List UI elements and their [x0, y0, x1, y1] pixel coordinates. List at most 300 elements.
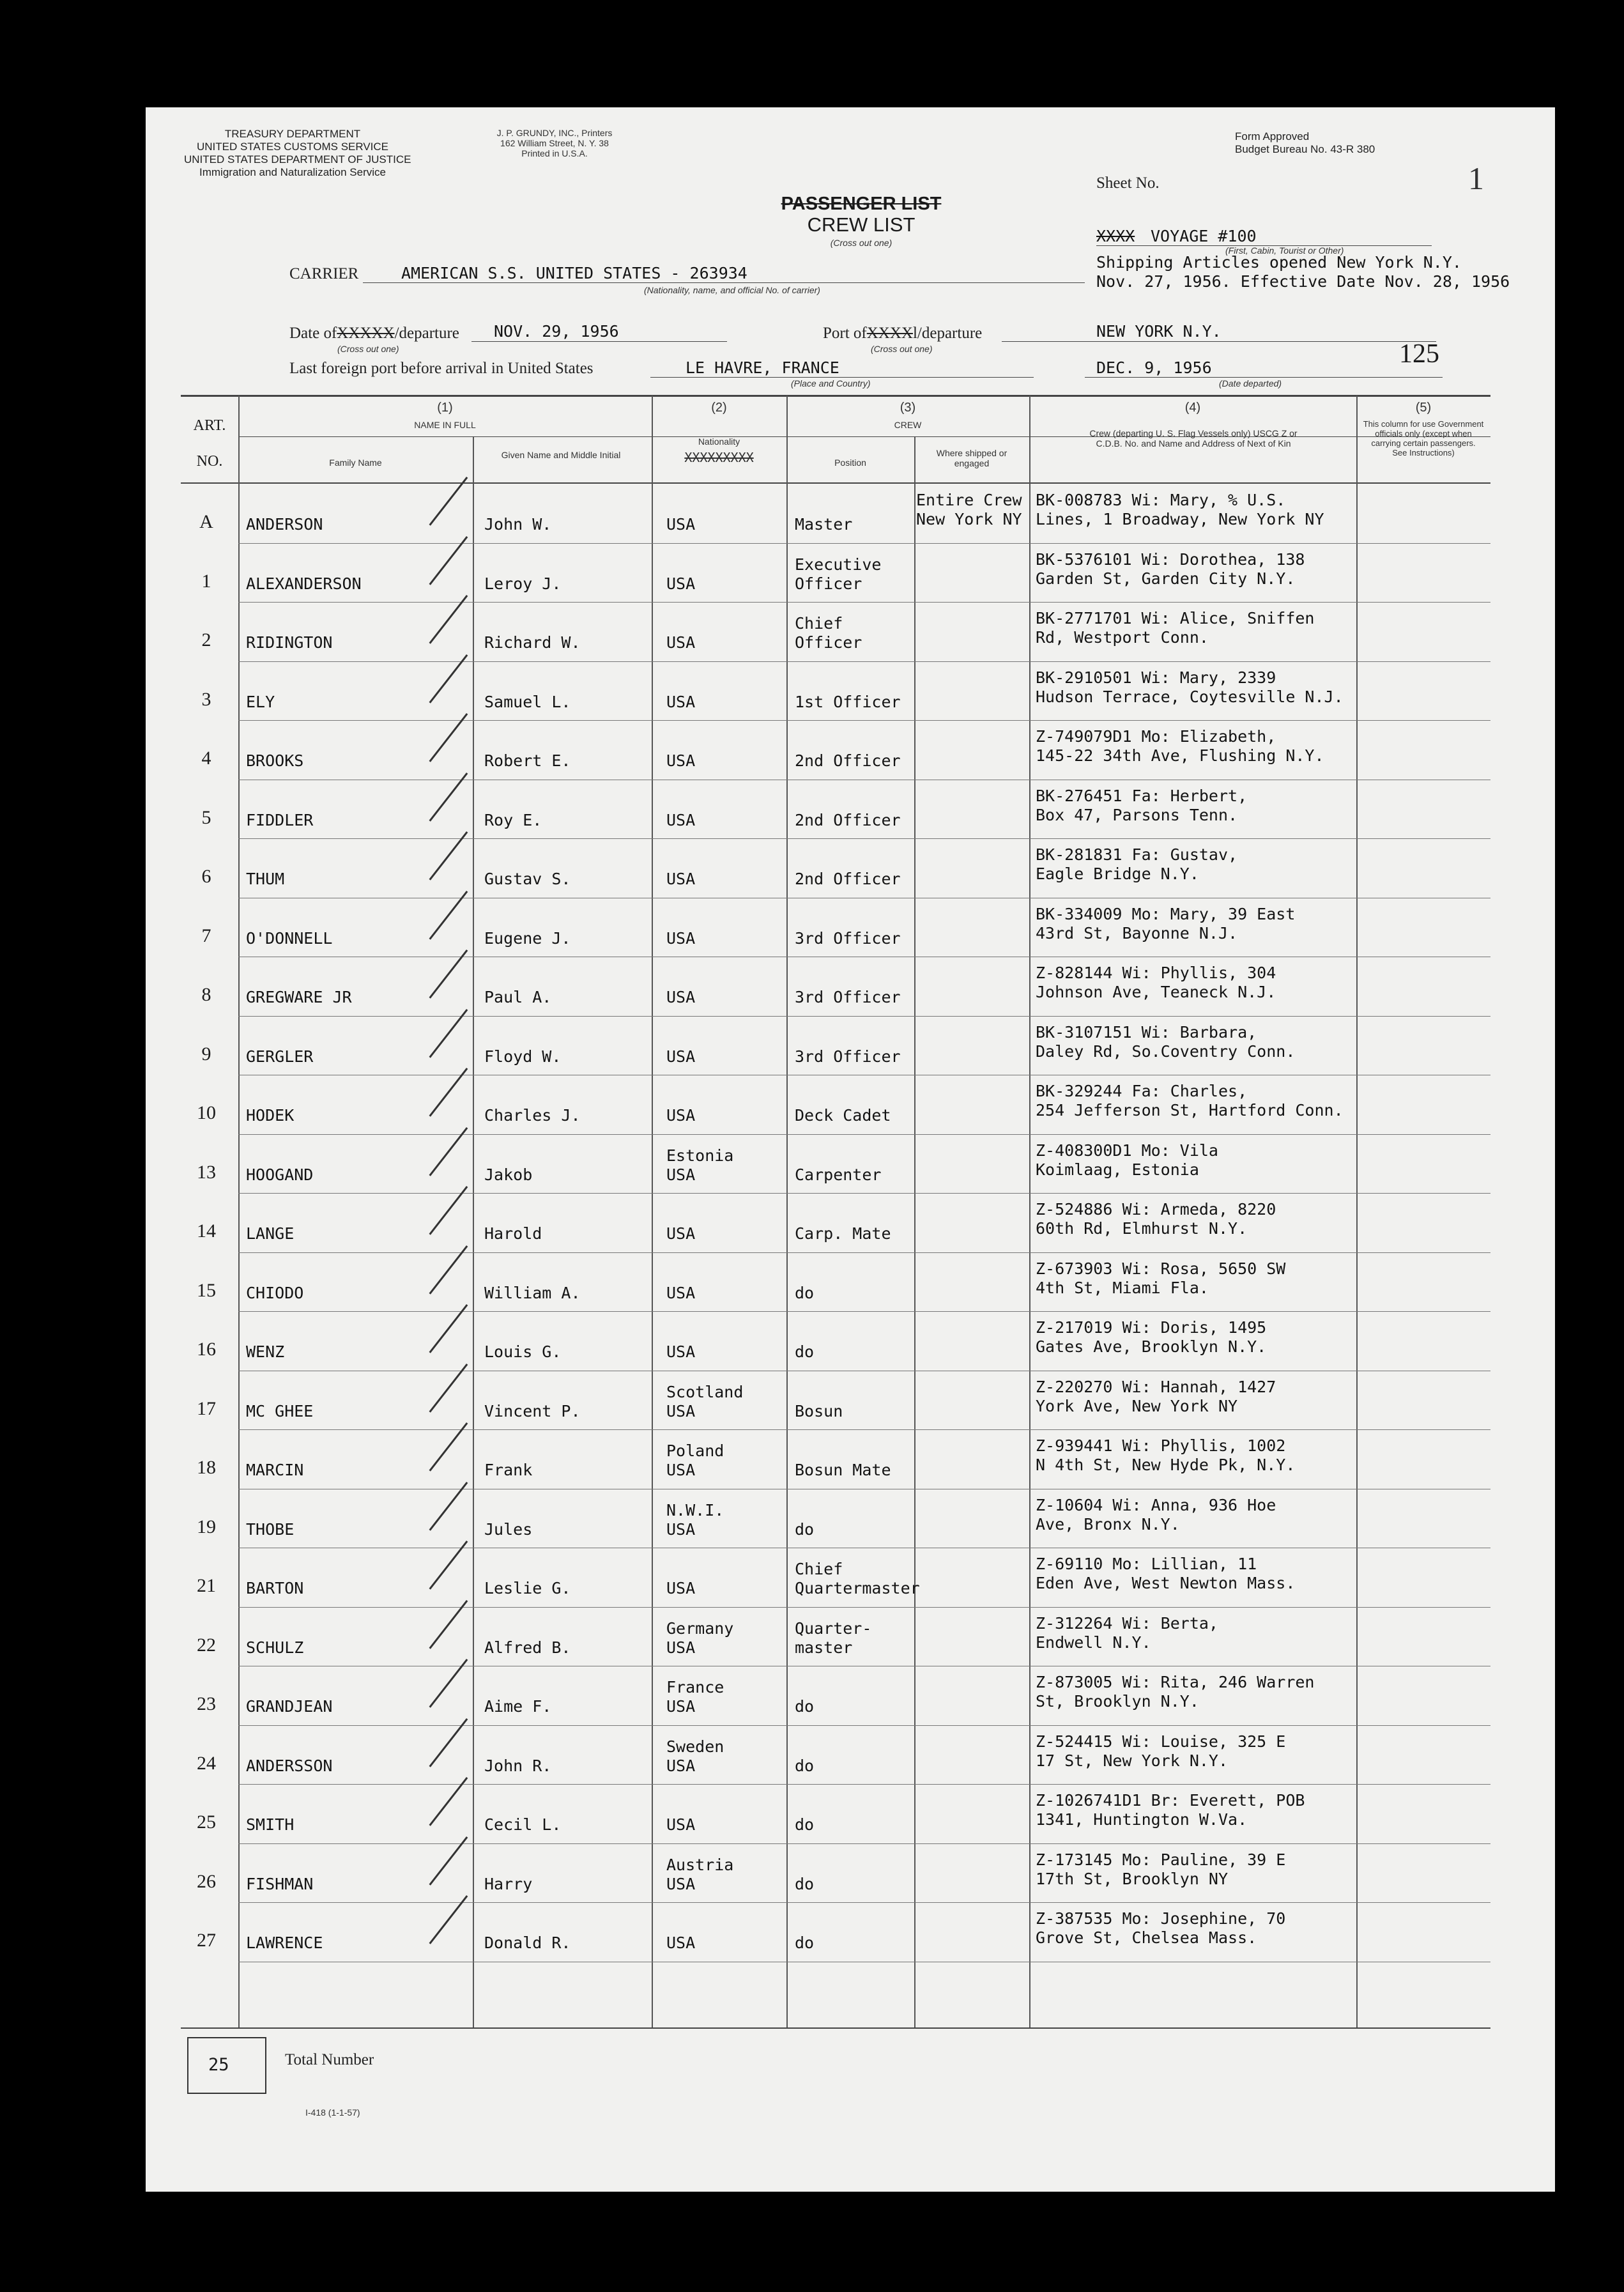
agency-line: UNITED STATES CUSTOMS SERVICE	[196, 141, 389, 153]
given-name: Floyd W.	[484, 1047, 562, 1066]
voyage-number: VOYAGE #100	[1151, 227, 1257, 245]
family-name: BARTON	[246, 1579, 304, 1597]
check-mark	[429, 477, 468, 526]
nationality: Austria	[666, 1855, 734, 1874]
nationality: USA	[666, 1815, 696, 1834]
port-underline	[1002, 341, 1436, 342]
next-of-kin: BK-276451 Fa: Herbert,	[1036, 786, 1248, 805]
family-name: HOOGAND	[246, 1165, 314, 1184]
nationality: USA	[666, 1519, 696, 1539]
family-name: SCHULZ	[246, 1638, 304, 1657]
family-name-header: Family Name	[329, 458, 382, 468]
next-of-kin: Z-673903 Wi: Rosa, 5650 SW	[1036, 1259, 1286, 1278]
nationality: USA	[666, 1697, 696, 1716]
next-of-kin: 254 Jefferson St, Hartford Conn.	[1036, 1101, 1344, 1119]
position: do	[795, 1283, 815, 1302]
nationality: Scotland	[666, 1382, 744, 1401]
shipping-articles-line: Shipping Articles opened New York N.Y.	[1096, 253, 1462, 272]
nationality: USA	[666, 751, 696, 770]
given-name: Richard W.	[484, 633, 581, 652]
next-of-kin: St, Brooklyn N.Y.	[1036, 1692, 1199, 1711]
next-of-kin: BK-3107151 Wi: Barbara,	[1036, 1022, 1257, 1042]
printer-line: 162 William Street, N. Y. 38	[500, 138, 609, 148]
next-of-kin: Z-173145 Mo: Pauline, 39 E	[1036, 1850, 1286, 1869]
family-name: ANDERSSON	[246, 1756, 333, 1775]
table-row	[146, 1548, 1555, 1608]
last-port-underline	[650, 377, 1034, 378]
art-number: 14	[197, 1220, 216, 1242]
last-port-value: LE HAVRE, FRANCE	[686, 358, 839, 377]
check-mark	[429, 891, 468, 940]
table-row	[146, 1194, 1555, 1253]
date-departed-value: DEC. 9, 1956	[1096, 358, 1212, 377]
art-number: 6	[201, 866, 211, 887]
position: Carp. Mate	[795, 1224, 891, 1243]
next-of-kin: Z-873005 Wi: Rita, 246 Warren	[1036, 1673, 1315, 1691]
given-name: William A.	[484, 1283, 581, 1302]
next-of-kin: Endwell N.Y.	[1036, 1633, 1151, 1652]
next-of-kin: Z-1026741D1 Br: Everett, POB	[1036, 1791, 1305, 1810]
check-mark	[429, 1777, 468, 1826]
given-name: John W.	[484, 515, 552, 534]
next-of-kin: Z-408300D1 Mo: Vila	[1036, 1141, 1218, 1160]
given-name: Samuel L.	[484, 692, 571, 711]
given-name: Charles J.	[484, 1106, 581, 1125]
family-name: GRANDJEAN	[246, 1697, 333, 1716]
nationality: USA	[666, 810, 696, 829]
family-name: HODEK	[246, 1106, 295, 1125]
family-name: ALEXANDERSON	[246, 574, 362, 593]
check-mark	[429, 950, 468, 999]
given-name: Roy E.	[484, 810, 542, 829]
nationality: USA	[666, 692, 696, 711]
art-number: 15	[197, 1279, 216, 1301]
next-of-kin: BK-5376101 Wi: Dorothea, 138	[1036, 550, 1305, 569]
next-of-kin: BK-2771701 Wi: Alice, Sniffen	[1036, 609, 1315, 627]
table-row	[146, 1785, 1555, 1844]
art-number: 3	[201, 688, 211, 710]
where-shipped: New York NY	[916, 510, 1022, 528]
nationality: USA	[666, 1283, 696, 1302]
carrier-value: AMERICAN S.S. UNITED STATES - 263934	[401, 264, 747, 282]
port-label-pre: Port of	[823, 325, 867, 342]
table-row	[146, 1726, 1555, 1785]
given-name: Eugene J.	[484, 928, 571, 948]
art-number: A	[199, 511, 213, 532]
family-name: RIDINGTON	[246, 633, 333, 652]
col1-num: (1)	[437, 401, 453, 415]
art-number: 9	[201, 1043, 211, 1065]
art-number: 18	[197, 1457, 216, 1478]
col1-title: NAME IN FULL	[414, 420, 476, 430]
position: 2nd Officer	[795, 751, 901, 770]
sheet-label: Sheet No.	[1096, 174, 1160, 192]
check-mark	[429, 1304, 468, 1353]
next-of-kin: Eagle Bridge N.Y.	[1036, 865, 1199, 883]
col2-num: (2)	[711, 401, 727, 415]
date-label-post: /departure	[394, 325, 459, 342]
date-departed-note: (Date departed)	[1219, 378, 1282, 388]
family-name: CHIODO	[246, 1283, 304, 1302]
art-number: 25	[197, 1811, 216, 1833]
nationality: USA	[666, 870, 696, 888]
printer-line: Printed in U.S.A.	[521, 148, 588, 158]
art-number: 7	[201, 925, 211, 946]
given-name: Gustav S.	[484, 870, 571, 888]
next-of-kin: 17th St, Brooklyn NY	[1036, 1869, 1229, 1888]
nationality: USA	[666, 928, 696, 948]
art-number: 8	[201, 984, 211, 1005]
position: do	[795, 1934, 815, 1952]
nationality: USA	[666, 988, 696, 1006]
art-number: 26	[197, 1870, 216, 1892]
table-row	[146, 1430, 1555, 1489]
table-row	[146, 1017, 1555, 1076]
given-name: Jules	[484, 1519, 533, 1539]
position: 3rd Officer	[795, 988, 901, 1006]
art-number: 16	[197, 1339, 216, 1360]
art-number: 4	[201, 748, 211, 769]
family-name: MARCIN	[246, 1461, 304, 1479]
given-name: Jakob	[484, 1165, 533, 1184]
count-value: 125	[1399, 339, 1439, 369]
table-row	[146, 839, 1555, 898]
given-name: Harold	[484, 1224, 542, 1243]
given-name: Vincent P.	[484, 1401, 581, 1420]
nationality: USA	[666, 1224, 696, 1243]
nationality: USA	[666, 1401, 696, 1420]
form-code: I-418 (1-1-57)	[305, 2107, 360, 2118]
art-number: 23	[197, 1693, 216, 1714]
check-mark	[429, 831, 468, 881]
check-mark	[429, 1009, 468, 1058]
family-name: BROOKS	[246, 751, 304, 770]
printer-line: J. P. GRUNDY, INC., Printers	[496, 128, 613, 138]
next-of-kin: BK-2910501 Wi: Mary, 2339	[1036, 668, 1276, 687]
family-name: GREGWARE JR	[246, 988, 352, 1006]
check-mark	[429, 1718, 468, 1767]
given-name: Harry	[484, 1874, 533, 1893]
next-of-kin: 17 St, New York N.Y.	[1036, 1751, 1229, 1770]
agency-line: Immigration and Naturalization Service	[199, 166, 386, 178]
art-number: 22	[197, 1634, 216, 1656]
col5-title: This column for use Government officials only (except when carrying certain passengers. See Instructions)	[1363, 419, 1484, 458]
nationality: USA	[666, 1461, 696, 1479]
check-mark	[429, 1245, 468, 1295]
nationality: USA	[666, 1106, 696, 1125]
position-header: Position	[834, 458, 866, 468]
table-row	[146, 1312, 1555, 1371]
next-of-kin: Rd, Westport Conn.	[1036, 628, 1209, 647]
carrier-underline	[363, 282, 1085, 283]
nationality: USA	[666, 574, 696, 593]
nationality: Poland	[666, 1442, 724, 1460]
art-number: 10	[197, 1102, 216, 1123]
next-of-kin: 60th Rd, Elmhurst N.Y.	[1036, 1219, 1248, 1238]
nationality: USA	[666, 633, 696, 652]
position: do	[795, 1342, 815, 1361]
art-number: 27	[197, 1930, 216, 1951]
nationality: USA	[666, 1047, 696, 1066]
class-struck: XXXX	[1096, 227, 1135, 245]
given-name: Cecil L.	[484, 1815, 562, 1834]
next-of-kin: Ave, Bronx N.Y.	[1036, 1514, 1180, 1534]
form-approved-line: Form Approved	[1235, 130, 1310, 142]
nationality: Sweden	[666, 1737, 724, 1756]
where-shipped: Entire Crew	[916, 491, 1022, 509]
date-departed-underline	[1085, 377, 1443, 378]
nationality: USA	[666, 1165, 696, 1184]
position: Chief	[795, 614, 843, 633]
table-row	[146, 1489, 1555, 1549]
nationality: USA	[666, 1756, 696, 1775]
art-number: 2	[201, 629, 211, 650]
table-row	[146, 1371, 1555, 1431]
nationality: USA	[666, 1579, 696, 1597]
check-mark	[429, 1186, 468, 1235]
next-of-kin: BK-334009 Mo: Mary, 39 East	[1036, 904, 1296, 923]
col5-num: (5)	[1415, 401, 1432, 415]
shipping-articles-line: Nov. 27, 1956. Effective Date Nov. 28, 1956	[1096, 272, 1510, 291]
total-label: Total Number	[285, 2051, 374, 2068]
family-name: ANDERSON	[246, 515, 323, 534]
nationality-header: Nationality	[698, 436, 740, 447]
given-name: Leslie G.	[484, 1579, 571, 1597]
family-name: MC GHEE	[246, 1401, 314, 1420]
family-name: LAWRENCE	[246, 1934, 323, 1952]
form-approved-line: Budget Bureau No. 43-R 380	[1235, 143, 1375, 155]
position: do	[795, 1874, 815, 1893]
position: Officer	[795, 574, 862, 593]
next-of-kin: Daley Rd, So.Coventry Conn.	[1036, 1042, 1296, 1061]
position: master	[795, 1638, 853, 1657]
next-of-kin: Z-939441 Wi: Phyllis, 1002	[1036, 1436, 1286, 1455]
position: 3rd Officer	[795, 928, 901, 948]
next-of-kin: Z-387535 Mo: Josephine, 70	[1036, 1909, 1286, 1928]
next-of-kin: Z-524886 Wi: Armeda, 8220	[1036, 1200, 1276, 1219]
port-label	[823, 325, 982, 342]
given-name: Paul A.	[484, 988, 552, 1006]
family-name: O'DONNELL	[246, 928, 333, 948]
printer-block	[478, 128, 631, 158]
next-of-kin: York Ave, New York NY	[1036, 1396, 1238, 1415]
family-name: THOBE	[246, 1519, 295, 1539]
family-name: ELY	[246, 692, 275, 711]
art-number: 21	[197, 1575, 216, 1596]
table-bottom-border	[181, 2027, 1490, 2029]
nationality: USA	[666, 1874, 696, 1893]
port-value: NEW YORK N.Y.	[1096, 322, 1222, 341]
position: do	[795, 1697, 815, 1716]
passenger-list-struck: PASSENGER LIST	[781, 194, 942, 214]
next-of-kin: Z-10604 Wi: Anna, 936 Hoe	[1036, 1495, 1276, 1514]
date-label-pre: Date of	[289, 325, 337, 342]
col3-num: (3)	[900, 401, 916, 415]
given-name-header: Given Name and Middle Initial	[501, 450, 621, 460]
next-of-kin: Grove St, Chelsea Mass.	[1036, 1928, 1257, 1947]
given-name: Alfred B.	[484, 1638, 571, 1657]
next-of-kin: 145-22 34th Ave, Flushing N.Y.	[1036, 746, 1324, 765]
next-of-kin: 43rd St, Bayonne N.J.	[1036, 923, 1238, 942]
given-name: John R.	[484, 1756, 552, 1775]
port-label-struck: XXXX	[866, 325, 913, 342]
position: Quartermaster	[795, 1579, 920, 1597]
position: Executive	[795, 555, 882, 574]
given-name: Donald R.	[484, 1934, 571, 1952]
next-of-kin: 4th St, Miami Fla.	[1036, 1278, 1209, 1297]
position: Quarter-	[795, 1619, 872, 1638]
given-name: Leroy J.	[484, 574, 562, 593]
crew-header: CREW	[894, 420, 922, 430]
family-name: FISHMAN	[246, 1874, 314, 1893]
form-approved	[1235, 130, 1375, 156]
next-of-kin: Z-220270 Wi: Hannah, 1427	[1036, 1377, 1276, 1396]
art-label: ART.	[193, 417, 226, 434]
next-of-kin: Z-749079D1 Mo: Elizabeth,	[1036, 727, 1276, 746]
nationality: USA	[666, 1638, 696, 1657]
next-of-kin: Hudson Terrace, Coytesville N.J.	[1036, 687, 1344, 706]
next-of-kin: Z-828144 Wi: Phyllis, 304	[1036, 964, 1276, 982]
nationality: N.W.I.	[666, 1500, 724, 1519]
table-row	[146, 780, 1555, 840]
table-row	[146, 1666, 1555, 1726]
check-mark	[429, 1422, 468, 1472]
crew-list-title: CREW LIST	[807, 213, 915, 236]
cross-out-note: (Cross out one)	[830, 238, 892, 248]
col4-title: Crew (departing U. S. Flag Vessels only) USCG Z or C.D.B. No. and Name and Address of Next of Kin	[1089, 428, 1298, 449]
next-of-kin: Gates Ave, Brooklyn N.Y.	[1036, 1337, 1267, 1356]
next-of-kin: Z-217019 Wi: Doris, 1495	[1036, 1318, 1267, 1337]
given-name: Robert E.	[484, 751, 571, 770]
next-of-kin: 1341, Huntington W.Va.	[1036, 1810, 1248, 1829]
nationality: USA	[666, 515, 696, 534]
class-note: (First, Cabin, Tourist or Other)	[1225, 245, 1344, 256]
carrier-label: CARRIER	[289, 265, 359, 282]
position: Bosun	[795, 1401, 843, 1420]
next-of-kin: Johnson Ave, Teaneck N.J.	[1036, 983, 1276, 1001]
date-value: NOV. 29, 1956	[494, 322, 619, 341]
position: 2nd Officer	[795, 870, 901, 888]
place-country-note: (Place and Country)	[791, 378, 871, 388]
nationality: France	[666, 1678, 724, 1696]
nationality: Germany	[666, 1619, 734, 1638]
last-port-label: Last foreign port before arrival in United States	[289, 360, 594, 377]
art-number: 17	[197, 1397, 216, 1419]
check-mark	[429, 1482, 468, 1531]
agency-line: UNITED STATES DEPARTMENT OF JUSTICE	[184, 153, 411, 165]
check-mark	[429, 1659, 468, 1708]
check-mark	[429, 536, 468, 585]
table-row	[146, 1844, 1555, 1904]
table-row	[146, 1075, 1555, 1135]
art-number: 5	[201, 806, 211, 828]
position: 1st Officer	[795, 692, 901, 711]
next-of-kin: Koimlaag, Estonia	[1036, 1160, 1199, 1179]
document-page	[146, 107, 1555, 2192]
table-row	[146, 603, 1555, 662]
table-row	[146, 898, 1555, 958]
position: Master	[795, 515, 853, 534]
date-underline	[471, 341, 727, 342]
family-name: GERGLER	[246, 1047, 314, 1066]
next-of-kin: Garden St, Garden City N.Y.	[1036, 569, 1296, 588]
check-mark	[429, 1895, 468, 1944]
art-no-header	[181, 408, 238, 479]
check-mark	[429, 595, 468, 644]
agency-block	[184, 128, 411, 179]
sheet-number: 1	[1468, 160, 1484, 196]
art-number: 13	[197, 1161, 216, 1183]
carrier-note: (Nationality, name, and official No. of carrier)	[644, 285, 820, 295]
table-row	[146, 484, 1555, 544]
table-row	[146, 721, 1555, 780]
position: 3rd Officer	[795, 1047, 901, 1066]
nationality: USA	[666, 1934, 696, 1952]
next-of-kin: Box 47, Parsons Tenn.	[1036, 805, 1238, 824]
col4-num: (4)	[1184, 401, 1201, 415]
nationality: USA	[666, 1342, 696, 1361]
position: do	[795, 1519, 815, 1539]
date-cross-out: (Cross out one)	[337, 344, 399, 354]
position: Deck Cadet	[795, 1106, 891, 1125]
table-row	[146, 1253, 1555, 1312]
agency-line: TREASURY DEPARTMENT	[224, 128, 361, 140]
position: Carpenter	[795, 1165, 882, 1184]
family-name: SMITH	[246, 1815, 295, 1834]
family-name: WENZ	[246, 1342, 285, 1361]
check-mark	[429, 1364, 468, 1413]
given-name: Aime F.	[484, 1697, 552, 1716]
art-number: 1	[201, 570, 211, 592]
nationality-struck: XXXXXXXXX	[684, 450, 754, 465]
port-cross-out: (Cross out one)	[871, 344, 933, 354]
no-label: NO.	[196, 453, 223, 470]
table-subheader-border	[238, 436, 1490, 437]
check-mark	[429, 654, 468, 704]
table-row	[146, 1135, 1555, 1194]
next-of-kin: Z-524415 Wi: Louise, 325 E	[1036, 1732, 1286, 1751]
check-mark	[429, 713, 468, 762]
port-label-post: l/departure	[912, 325, 983, 342]
date-label	[289, 325, 459, 342]
next-of-kin: BK-281831 Fa: Gustav,	[1036, 845, 1238, 864]
next-of-kin: Eden Ave, West Newton Mass.	[1036, 1574, 1296, 1592]
art-number: 19	[197, 1516, 216, 1537]
table-row	[146, 1903, 1555, 1962]
next-of-kin: Z-69110 Mo: Lillian, 11	[1036, 1555, 1257, 1573]
table-top-border	[181, 395, 1490, 397]
where-shipped-header: Where shipped or engaged	[936, 448, 1007, 468]
check-mark	[429, 773, 468, 822]
next-of-kin: BK-008783 Wi: Mary, % U.S.	[1036, 491, 1286, 509]
position: Chief	[795, 1560, 843, 1578]
position: do	[795, 1756, 815, 1775]
family-name: THUM	[246, 870, 285, 888]
family-name: LANGE	[246, 1224, 295, 1243]
check-mark	[429, 1127, 468, 1176]
table-row	[146, 1608, 1555, 1667]
table-row	[146, 544, 1555, 603]
position: do	[795, 1815, 815, 1834]
next-of-kin: N 4th St, New Hyde Pk, N.Y.	[1036, 1456, 1296, 1474]
total-value: 25	[208, 2055, 229, 2075]
given-name: Frank	[484, 1461, 533, 1479]
date-label-struck: XXXXX	[337, 325, 395, 342]
next-of-kin: Z-312264 Wi: Berta,	[1036, 1613, 1218, 1633]
check-mark	[429, 1068, 468, 1117]
family-name: FIDDLER	[246, 810, 314, 829]
position: Bosun Mate	[795, 1461, 891, 1479]
